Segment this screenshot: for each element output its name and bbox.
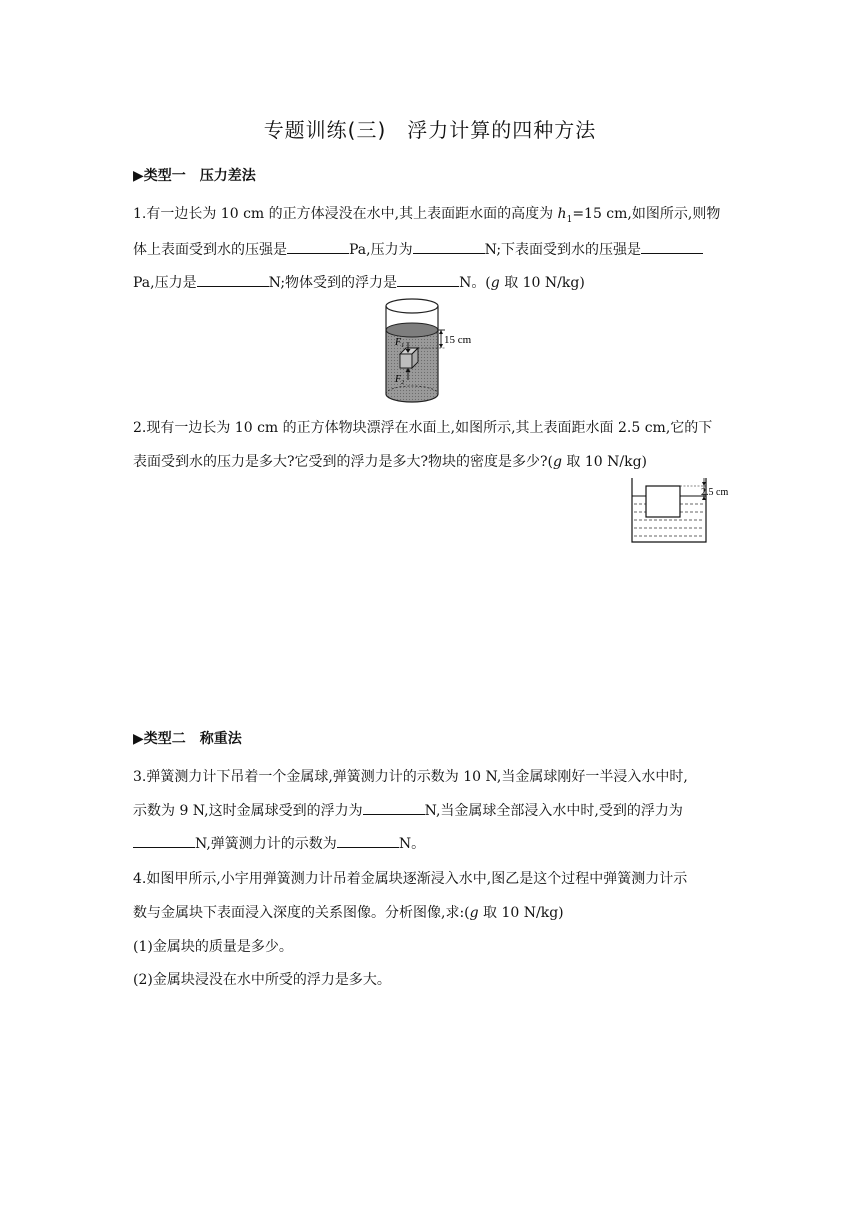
q1-text: 取 10 N/kg) bbox=[499, 275, 585, 291]
q1-text: =15 cm,如图所示,则物 bbox=[572, 206, 721, 222]
q4-text: 4.如图甲所示,小宇用弹簧测力计吊着金属块逐渐浸入水中,图乙是这个过程中弹簧测力计示 bbox=[133, 871, 688, 887]
q2-figure bbox=[628, 476, 738, 546]
q1-blank-top-force[interactable] bbox=[413, 241, 485, 254]
q3-text: N,当金属球全部浸入水中时,受到的浮力为 bbox=[424, 803, 683, 819]
q2-text: 取 10 N/kg) bbox=[561, 454, 647, 470]
q4-sub-question-2: (2)金属块浸没在水中所受的浮力是多大。 bbox=[133, 972, 391, 988]
q3-text: N。 bbox=[398, 836, 426, 852]
q4-text: 数与金属块下表面浸入深度的关系图像。分析图像,求:( bbox=[133, 905, 470, 921]
q1-blank-top-pressure[interactable] bbox=[287, 241, 349, 254]
q1-text: 1.有一边长为 10 cm 的正方体浸没在水中,其上表面距水面的高度为 bbox=[133, 206, 558, 222]
q1-text: N;下表面受到水的压强是 bbox=[484, 242, 642, 258]
q3-blank-full-buoyancy[interactable] bbox=[133, 835, 195, 848]
q1-line-3 bbox=[133, 272, 585, 292]
q1-var-h: h bbox=[557, 206, 567, 222]
q1-blank-bottom-pressure[interactable] bbox=[641, 241, 703, 254]
q1-figure bbox=[378, 296, 488, 408]
q4-var-g: g bbox=[469, 905, 479, 921]
label-f2: $F_2$ bbox=[395, 374, 405, 386]
q3-line-3 bbox=[133, 833, 425, 853]
q1-var-g: g bbox=[490, 275, 500, 291]
label-height: 2.5 cm bbox=[701, 487, 729, 498]
page-title: 专题训练(三) 浮力计算的四种方法 bbox=[263, 118, 597, 142]
q1-blank-buoyancy[interactable] bbox=[397, 274, 459, 287]
q2-line-2 bbox=[133, 451, 647, 471]
q1-var-h-subscript: 1 bbox=[566, 214, 573, 225]
q3-text: 3.弹簧测力计下吊着一个金属球,弹簧测力计的示数为 10 N,当金属球刚好一半浸入水中时, bbox=[133, 769, 688, 785]
q4-text: 取 10 N/kg) bbox=[478, 905, 564, 921]
q2-line-1 bbox=[133, 417, 712, 437]
q3-text: N,弹簧测力计的示数为 bbox=[195, 836, 337, 852]
q2-text: 2.现有一边长为 10 cm 的正方体物块漂浮在水面上,如图所示,其上表面距水面 2.5 cm,它的下 bbox=[133, 420, 713, 436]
q3-blank-reading[interactable] bbox=[337, 835, 399, 848]
q1-text: N;物体受到的浮力是 bbox=[268, 275, 398, 291]
q1-line-2 bbox=[133, 239, 703, 259]
block-icon bbox=[646, 486, 680, 517]
section-heading-type-two: ▶类型二 称重法 bbox=[133, 731, 242, 747]
section-heading-type-one: ▶类型一 压力差法 bbox=[133, 168, 256, 184]
q4-line-1 bbox=[133, 868, 687, 888]
label-f1: $F_1$ bbox=[395, 337, 405, 349]
q3-line-2 bbox=[133, 800, 683, 820]
q1-blank-bottom-force[interactable] bbox=[197, 274, 269, 287]
q3-blank-half-buoyancy[interactable] bbox=[363, 802, 425, 815]
q2-text: 表面受到水的压力是多大?它受到的浮力是多大?物块的密度是多少?( bbox=[133, 454, 553, 470]
q4-line-2 bbox=[133, 902, 564, 922]
q1-text: Pa,压力为 bbox=[349, 242, 413, 258]
q3-text: 示数为 9 N,这时金属球受到的浮力为 bbox=[133, 803, 363, 819]
q3-line-1 bbox=[133, 766, 688, 786]
q4-sub-question-1: (1)金属块的质量是多少。 bbox=[133, 939, 293, 955]
label-depth: 15 cm bbox=[444, 334, 472, 346]
q2-var-g: g bbox=[552, 454, 562, 470]
q1-text: N。( bbox=[459, 275, 491, 291]
q1-text: Pa,压力是 bbox=[133, 275, 197, 291]
q1-text: 体上表面受到水的压强是 bbox=[133, 242, 287, 258]
q1-line-1 bbox=[133, 203, 720, 225]
